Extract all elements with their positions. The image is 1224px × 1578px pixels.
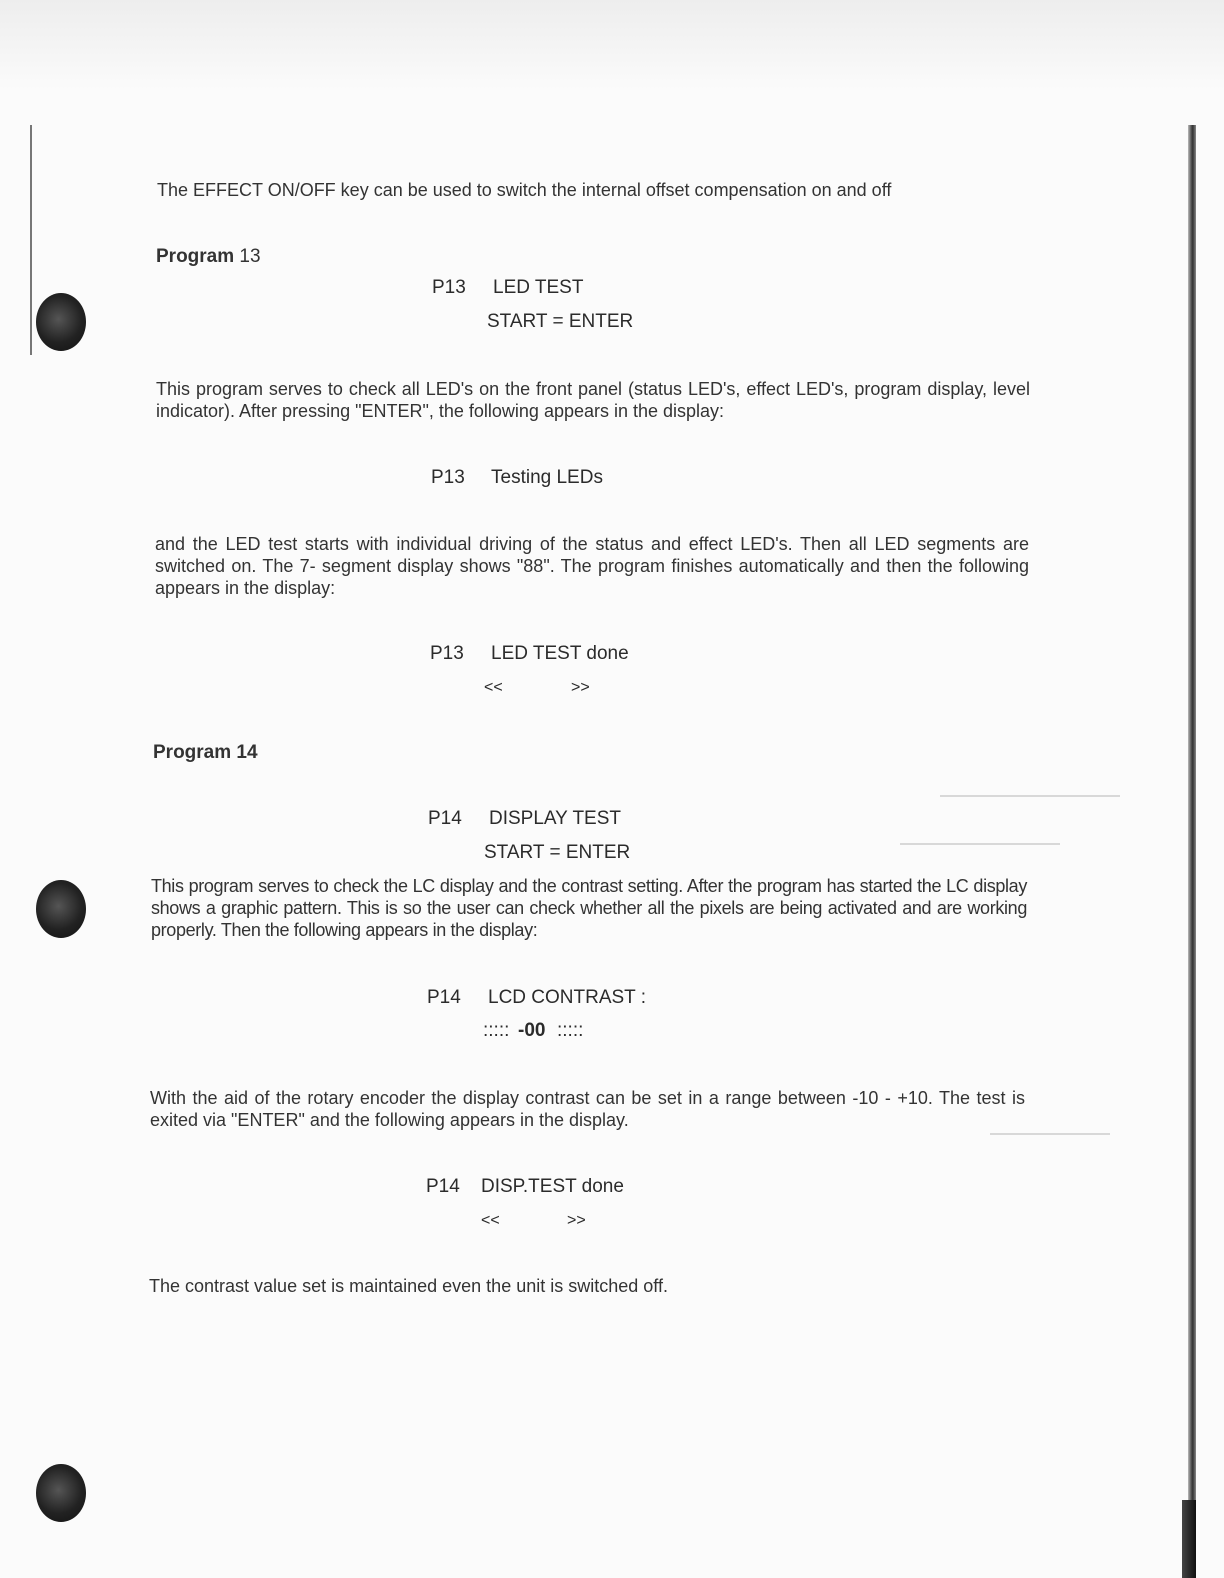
- scan-edge-corner: [1182, 1500, 1196, 1578]
- program-13-heading: [156, 246, 261, 268]
- p13-testing-text: Testing LEDs: [491, 467, 603, 488]
- punch-hole-icon: [36, 1464, 86, 1522]
- p13-description: This program serves to check all LED's on the front panel (status LED's, effect LED's, program display, level indicator). After pressing "ENTER", the following appears in the display:: [156, 379, 1030, 421]
- p14-next-arrows: >>: [567, 1212, 586, 1229]
- p13-prev-arrows: <<: [484, 679, 503, 696]
- scan-smudge: [900, 843, 1060, 845]
- p13-display-title: LED TEST: [493, 277, 584, 298]
- p14-description: This program serves to check the LC display and the contrast setting. After the program has started the LC display shows a graphic pattern. This is so the user can check whether all the pixels are being activated and are working properly. Then the following appears in the display:: [151, 876, 1027, 940]
- p14-contrast-code: P14: [427, 987, 461, 1008]
- program-14-heading: Program 14: [153, 742, 258, 763]
- p14-done-code: P14: [426, 1176, 460, 1197]
- p13-done-text: LED TEST done: [491, 643, 629, 664]
- punch-hole-icon: [36, 293, 86, 351]
- p14-contrast-label: LCD CONTRAST :: [488, 987, 647, 1008]
- p14-contrast-instructions: With the aid of the rotary encoder the display contrast can be set in a range between -10 - +10. The test is exited via "ENTER" and the following appears in the display.: [150, 1088, 1025, 1130]
- p14-display-code: P14: [428, 808, 462, 829]
- scan-smudge: [940, 795, 1120, 797]
- p13-display-start: START = ENTER: [487, 311, 634, 332]
- scan-shadow: [0, 0, 1224, 90]
- p14-done-text: DISP.TEST done: [481, 1176, 624, 1197]
- scan-edge-left: [30, 125, 32, 355]
- p13-display-code: P13: [432, 277, 466, 298]
- p14-display-start: START = ENTER: [484, 842, 631, 863]
- scan-smudge: [990, 1133, 1110, 1135]
- intro-text: The EFFECT ON/OFF key can be used to switch the internal offset compensation on and off: [157, 180, 892, 200]
- p14-display-title: DISPLAY TEST: [489, 808, 621, 829]
- punch-hole-icon: [36, 880, 86, 938]
- p13-testing-code: P13: [431, 467, 465, 488]
- p13-done-code: P13: [430, 643, 464, 664]
- program-13-heading-number: 13: [239, 246, 261, 267]
- p14-prev-arrows: <<: [481, 1212, 500, 1229]
- p14-closing-note: The contrast value set is maintained even the unit is switched off.: [149, 1276, 668, 1296]
- p14-contrast-left-dots: :::::: [483, 1020, 510, 1041]
- p13-test-sequence: and the LED test starts with individual driving of the status and effect LED's. Then all LED segments are switched on. The 7- segment display shows "88". The program finishes automatically and then the following appears in the display:: [155, 534, 1029, 598]
- p14-contrast-value: -00: [518, 1020, 546, 1041]
- scan-edge-right: [1188, 125, 1196, 1578]
- p13-next-arrows: >>: [571, 679, 590, 696]
- p14-contrast-right-dots: :::::: [557, 1020, 584, 1041]
- program-13-heading-word: Program: [156, 246, 235, 267]
